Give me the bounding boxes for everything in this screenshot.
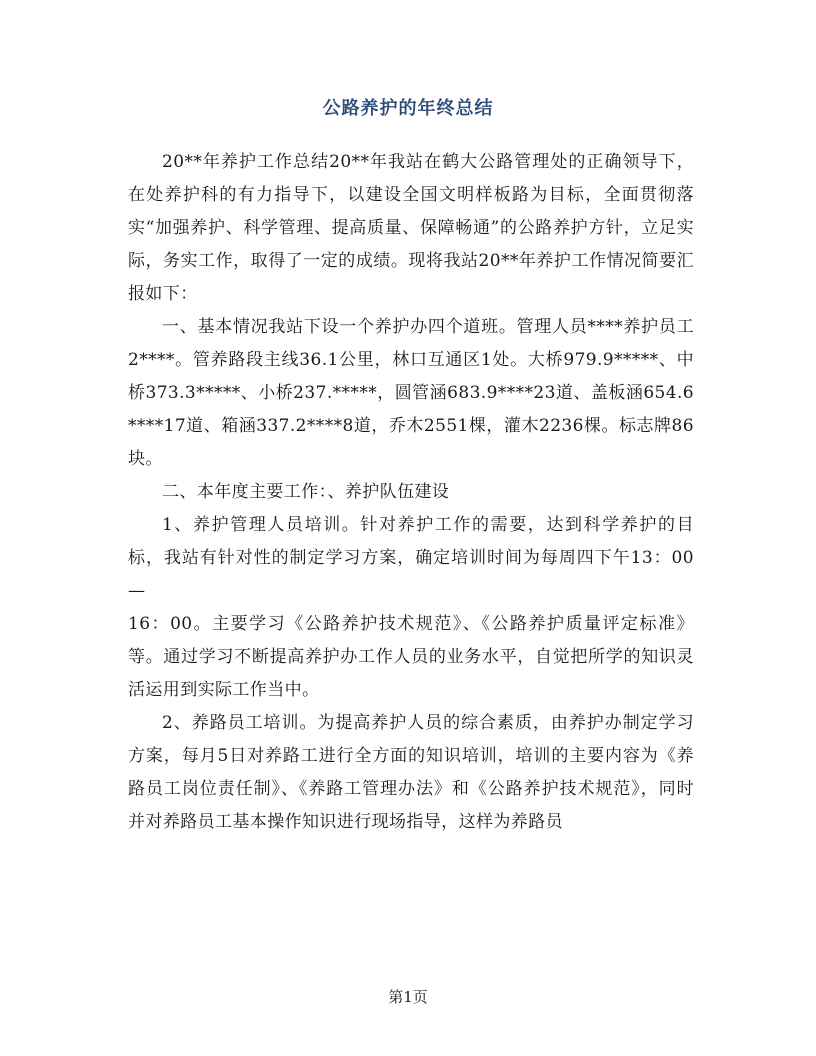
paragraph-manager-training: 1、养护管理人员培训。针对养护工作的需要，达到科学养护的目标，我站有针对性的制定学习方案，确定培训时间为每周四下午13：00—	[128, 515, 694, 601]
document-body	[128, 146, 694, 839]
paragraph-worker-training: 2、养路员工培训。为提高养护人员的综合素质，由养护办制定学习方案，每月5日对养路工进行全方面的知识培训，培训的主要内容为《养路员工岗位责任制》、《养路工管理办法》和《公路养护技术规范》，同时并对养路员工基本操作知识进行现场指导，这样为养路员	[128, 713, 694, 832]
page-number: 第1页	[388, 988, 428, 1006]
paragraph-basic-info: 一、基本情况我站下设一个养护办四个道班。管理人员****养护员工2****。管养路段主线36.1公里，林口互通区1处。大桥979.9*****、中桥373.3*****、小桥237.*****，圆管涵683.9****23道、盖板涵654.6****17道、箱涵337.2****8道，乔木2551棵，灌木2236棵。标志牌86块。	[128, 317, 694, 469]
document-title: 公路养护的年终总结	[322, 98, 494, 119]
paragraph-main-work-heading: 二、本年度主要工作：、养护队伍建设	[162, 482, 450, 502]
paragraph-training-content: 16：00。主要学习《公路养护技术规范》、《公路养护质量评定标准》等。通过学习不断提高养护办工作人员的业务水平，自觉把所学的知识灵活运用到实际工作当中。	[128, 614, 694, 700]
paragraph-intro: 20**年养护工作总结20**年我站在鹤大公路管理处的正确领导下，在处养护科的有力指导下，以建设全国文明样板路为目标，全面贯彻落实“加强养护、科学管理、提高质量、保障畅通”的公路养护方针，立足实际，务实工作，取得了一定的成绩。现将我站20**年养护工作情况简要汇报如下：	[128, 152, 694, 304]
